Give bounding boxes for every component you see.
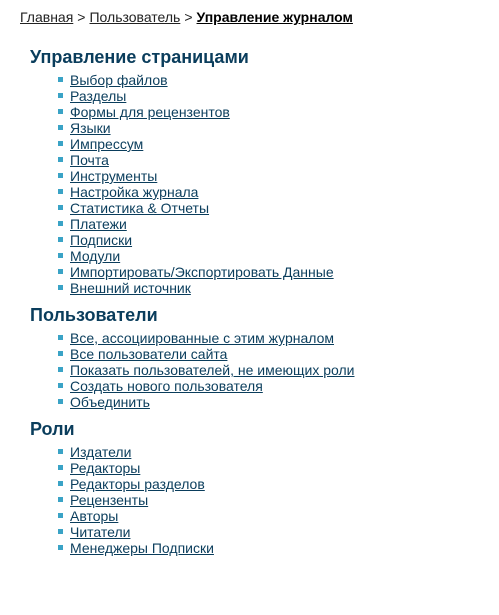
link-journal-setup[interactable]: Настройка журнала	[70, 184, 199, 200]
bullet-icon	[58, 189, 63, 194]
list-item	[58, 88, 490, 104]
bullet-icon	[58, 221, 63, 226]
bullet-icon	[58, 237, 63, 242]
bullet-icon	[58, 529, 63, 534]
link-payments[interactable]: Платежи	[70, 216, 127, 232]
bullet-icon	[58, 253, 63, 258]
section-title-roles: Роли	[30, 419, 75, 439]
bullet-icon	[58, 93, 63, 98]
bullet-icon	[58, 141, 63, 146]
bullet-icon	[58, 351, 63, 356]
link-external-source[interactable]: Внешний источник	[70, 280, 191, 296]
section-title-users: Пользователи	[30, 305, 158, 325]
list-item	[58, 444, 490, 460]
link-file-browser[interactable]: Выбор файлов	[70, 72, 168, 88]
bullet-icon	[58, 157, 63, 162]
list-item	[58, 540, 490, 556]
breadcrumb-separator: >	[77, 9, 86, 25]
bullet-icon	[58, 125, 63, 130]
link-reviewers[interactable]: Рецензенты	[70, 492, 149, 508]
bullet-icon	[58, 205, 63, 210]
bullet-icon	[58, 77, 63, 82]
link-review-forms[interactable]: Формы для рецензентов	[70, 104, 230, 120]
list-item	[58, 232, 490, 248]
list-item	[58, 460, 490, 476]
list-item	[58, 362, 490, 378]
menu-page-management	[30, 72, 490, 296]
section-users	[30, 302, 490, 410]
list-item	[58, 136, 490, 152]
bullet-icon	[58, 285, 63, 290]
breadcrumb-user-link[interactable]: Пользователь	[89, 9, 181, 25]
list-item	[58, 200, 490, 216]
list-item	[58, 104, 490, 120]
main-content	[30, 44, 490, 556]
breadcrumb	[20, 8, 353, 26]
bullet-icon	[58, 367, 63, 372]
link-enrolled-users[interactable]: Все, ассоциированные с этим журналом	[70, 330, 335, 346]
section-title-page-management: Управление страницами	[30, 47, 249, 67]
list-item	[58, 378, 490, 394]
list-item	[58, 120, 490, 136]
bullet-icon	[58, 497, 63, 502]
link-tools[interactable]: Инструменты	[70, 168, 158, 184]
list-item	[58, 72, 490, 88]
bullet-icon	[58, 335, 63, 340]
bullet-icon	[58, 545, 63, 550]
list-item	[58, 346, 490, 362]
link-subscription-managers[interactable]: Менеджеры Подписки	[70, 540, 214, 556]
list-item	[58, 264, 490, 280]
link-all-site-users[interactable]: Все пользователи сайта	[70, 346, 228, 362]
list-item	[58, 524, 490, 540]
breadcrumb-home-link[interactable]: Главная	[20, 9, 74, 25]
section-page-management	[30, 44, 490, 296]
link-subscriptions[interactable]: Подписки	[70, 232, 133, 248]
link-publishers[interactable]: Издатели	[70, 444, 132, 460]
bullet-icon	[58, 481, 63, 486]
breadcrumb-separator: >	[184, 9, 193, 25]
breadcrumb-current-link[interactable]: Управление журналом	[196, 9, 353, 25]
list-item	[58, 216, 490, 232]
bullet-icon	[58, 399, 63, 404]
link-import-export[interactable]: Импортировать/Экспортировать Данные	[70, 264, 334, 280]
link-editors[interactable]: Редакторы	[70, 460, 141, 476]
link-plugins[interactable]: Модули	[70, 248, 121, 264]
link-create-user[interactable]: Создать нового пользователя	[70, 378, 263, 394]
list-item	[58, 330, 490, 346]
link-emails[interactable]: Почта	[70, 152, 109, 168]
menu-roles	[30, 444, 490, 556]
link-masthead[interactable]: Импрессум	[70, 136, 144, 152]
bullet-icon	[58, 513, 63, 518]
list-item	[58, 248, 490, 264]
bullet-icon	[58, 383, 63, 388]
list-item	[58, 476, 490, 492]
link-merge-users[interactable]: Объединить	[70, 394, 150, 410]
list-item	[58, 184, 490, 200]
link-sections[interactable]: Разделы	[70, 88, 127, 104]
bullet-icon	[58, 269, 63, 274]
bullet-icon	[58, 173, 63, 178]
menu-users	[30, 330, 490, 410]
list-item	[58, 168, 490, 184]
link-readers[interactable]: Читатели	[70, 524, 131, 540]
link-section-editors[interactable]: Редакторы разделов	[70, 476, 205, 492]
link-languages[interactable]: Языки	[70, 120, 111, 136]
bullet-icon	[58, 465, 63, 470]
list-item	[58, 492, 490, 508]
link-authors[interactable]: Авторы	[70, 508, 119, 524]
bullet-icon	[58, 449, 63, 454]
bullet-icon	[58, 109, 63, 114]
link-stats-reports[interactable]: Статистика & Отчеты	[70, 200, 210, 216]
list-item	[58, 394, 490, 410]
list-item	[58, 280, 490, 296]
link-users-without-roles[interactable]: Показать пользователей, не имеющих роли	[70, 362, 355, 378]
list-item	[58, 152, 490, 168]
section-roles	[30, 416, 490, 556]
list-item	[58, 508, 490, 524]
